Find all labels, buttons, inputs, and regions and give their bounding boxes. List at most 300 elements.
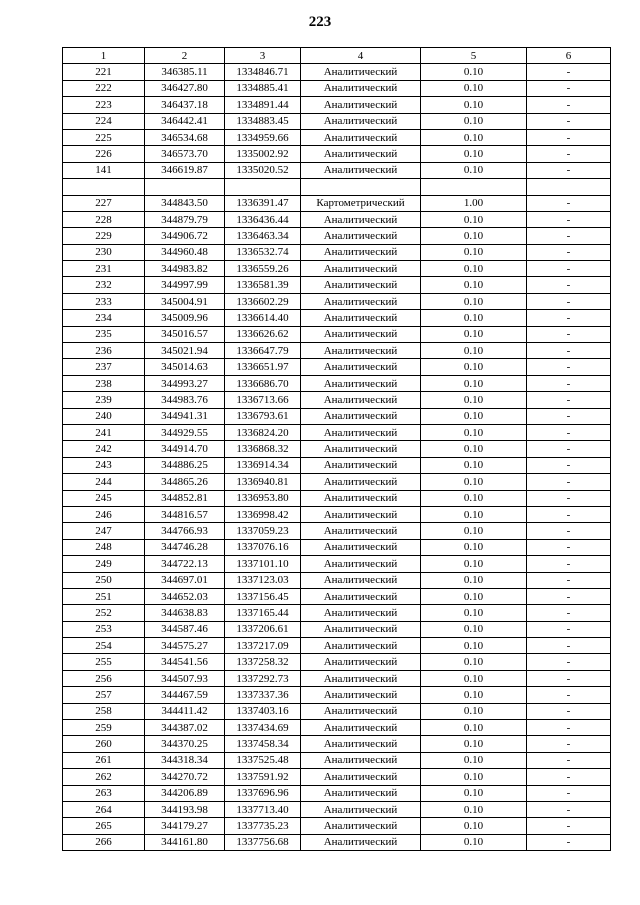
y-coordinate-cell: 1337735.23 (225, 818, 301, 834)
accuracy-cell: 0.10 (421, 293, 527, 309)
table-row (63, 506, 611, 522)
note-cell: - (527, 97, 611, 113)
table-row (63, 80, 611, 96)
point-number-cell: 259 (63, 720, 145, 736)
method-cell: Аналитический (301, 769, 421, 785)
accuracy-cell: 0.10 (421, 80, 527, 96)
accuracy-cell: 0.10 (421, 64, 527, 80)
point-number-cell: 223 (63, 97, 145, 113)
accuracy-cell: 0.10 (421, 703, 527, 719)
accuracy-cell: 0.10 (421, 638, 527, 654)
method-cell: Аналитический (301, 375, 421, 391)
method-cell: Аналитический (301, 228, 421, 244)
point-number-cell: 228 (63, 211, 145, 227)
table-row (63, 277, 611, 293)
note-cell: - (527, 588, 611, 604)
y-coordinate-cell: 1337123.03 (225, 572, 301, 588)
x-coordinate-cell: 344587.46 (145, 621, 225, 637)
point-number-cell (63, 179, 145, 195)
point-number-cell: 244 (63, 474, 145, 490)
x-coordinate-cell: 346619.87 (145, 162, 225, 178)
coordinates-table (62, 47, 611, 851)
accuracy-cell: 0.10 (421, 539, 527, 555)
point-number-cell: 252 (63, 605, 145, 621)
method-cell: Аналитический (301, 818, 421, 834)
y-coordinate-cell: 1336868.32 (225, 441, 301, 457)
method-cell: Аналитический (301, 621, 421, 637)
accuracy-cell: 0.10 (421, 506, 527, 522)
accuracy-cell: 0.10 (421, 654, 527, 670)
accuracy-cell: 0.10 (421, 769, 527, 785)
y-coordinate-cell: 1337258.32 (225, 654, 301, 670)
method-cell: Аналитический (301, 441, 421, 457)
note-cell: - (527, 769, 611, 785)
method-cell: Аналитический (301, 720, 421, 736)
y-coordinate-cell: 1337756.68 (225, 834, 301, 850)
method-cell: Аналитический (301, 64, 421, 80)
y-coordinate-cell: 1337206.61 (225, 621, 301, 637)
accuracy-cell: 0.10 (421, 588, 527, 604)
y-coordinate-cell: 1336686.70 (225, 375, 301, 391)
table-header-row (63, 48, 611, 64)
y-coordinate-cell: 1336651.97 (225, 359, 301, 375)
point-number-cell: 233 (63, 293, 145, 309)
y-coordinate-cell: 1334959.66 (225, 129, 301, 145)
accuracy-cell: 0.10 (421, 556, 527, 572)
table-row (63, 834, 611, 850)
x-coordinate-cell: 345021.94 (145, 343, 225, 359)
accuracy-cell: 0.10 (421, 752, 527, 768)
note-cell: - (527, 195, 611, 211)
method-cell: Аналитический (301, 572, 421, 588)
x-coordinate-cell: 346534.68 (145, 129, 225, 145)
point-number-cell: 258 (63, 703, 145, 719)
note-cell: - (527, 572, 611, 588)
point-number-cell: 254 (63, 638, 145, 654)
y-coordinate-cell: 1336614.40 (225, 310, 301, 326)
x-coordinate-cell (145, 179, 225, 195)
x-coordinate-cell: 344638.83 (145, 605, 225, 621)
table-row (63, 687, 611, 703)
table-row (63, 97, 611, 113)
y-coordinate-cell: 1337337.36 (225, 687, 301, 703)
point-number-cell: 246 (63, 506, 145, 522)
note-cell: - (527, 801, 611, 817)
note-cell: - (527, 490, 611, 506)
accuracy-cell: 0.10 (421, 113, 527, 129)
note-cell: - (527, 654, 611, 670)
method-cell (301, 179, 421, 195)
point-number-cell: 229 (63, 228, 145, 244)
method-cell: Аналитический (301, 359, 421, 375)
column-header: 3 (225, 48, 301, 64)
point-number-cell: 224 (63, 113, 145, 129)
table-row (63, 408, 611, 424)
accuracy-cell: 0.10 (421, 523, 527, 539)
x-coordinate-cell: 344161.80 (145, 834, 225, 850)
note-cell: - (527, 818, 611, 834)
x-coordinate-cell: 345014.63 (145, 359, 225, 375)
y-coordinate-cell (225, 179, 301, 195)
note-cell: - (527, 703, 611, 719)
x-coordinate-cell: 344843.50 (145, 195, 225, 211)
accuracy-cell: 0.10 (421, 97, 527, 113)
point-number-cell: 237 (63, 359, 145, 375)
table-row (63, 293, 611, 309)
method-cell: Аналитический (301, 736, 421, 752)
x-coordinate-cell: 344865.26 (145, 474, 225, 490)
y-coordinate-cell: 1336626.62 (225, 326, 301, 342)
table-row (63, 244, 611, 260)
method-cell: Аналитический (301, 670, 421, 686)
accuracy-cell: 0.10 (421, 457, 527, 473)
point-number-cell: 245 (63, 490, 145, 506)
note-cell: - (527, 146, 611, 162)
x-coordinate-cell: 344467.59 (145, 687, 225, 703)
point-number-cell: 221 (63, 64, 145, 80)
note-cell: - (527, 293, 611, 309)
method-cell: Аналитический (301, 261, 421, 277)
note-cell: - (527, 720, 611, 736)
accuracy-cell: 0.10 (421, 474, 527, 490)
note-cell: - (527, 228, 611, 244)
method-cell: Аналитический (301, 801, 421, 817)
column-header: 6 (527, 48, 611, 64)
y-coordinate-cell: 1337591.92 (225, 769, 301, 785)
accuracy-cell: 1.00 (421, 195, 527, 211)
point-number-cell: 255 (63, 654, 145, 670)
x-coordinate-cell: 344318.34 (145, 752, 225, 768)
note-cell: - (527, 392, 611, 408)
accuracy-cell: 0.10 (421, 490, 527, 506)
y-coordinate-cell: 1336602.29 (225, 293, 301, 309)
point-number-cell: 241 (63, 424, 145, 440)
method-cell: Аналитический (301, 408, 421, 424)
point-number-cell: 253 (63, 621, 145, 637)
table-row (63, 195, 611, 211)
column-header: 2 (145, 48, 225, 64)
method-cell: Аналитический (301, 752, 421, 768)
x-coordinate-cell: 344929.55 (145, 424, 225, 440)
x-coordinate-cell: 344993.27 (145, 375, 225, 391)
accuracy-cell: 0.10 (421, 441, 527, 457)
point-number-cell: 239 (63, 392, 145, 408)
note-cell: - (527, 162, 611, 178)
accuracy-cell: 0.10 (421, 359, 527, 375)
x-coordinate-cell: 344411.42 (145, 703, 225, 719)
accuracy-cell: 0.10 (421, 801, 527, 817)
x-coordinate-cell: 344816.57 (145, 506, 225, 522)
point-number-cell: 232 (63, 277, 145, 293)
accuracy-cell: 0.10 (421, 408, 527, 424)
x-coordinate-cell: 344906.72 (145, 228, 225, 244)
table-row (63, 474, 611, 490)
method-cell: Аналитический (301, 654, 421, 670)
accuracy-cell: 0.10 (421, 326, 527, 342)
method-cell: Аналитический (301, 129, 421, 145)
method-cell: Аналитический (301, 146, 421, 162)
y-coordinate-cell: 1336581.39 (225, 277, 301, 293)
accuracy-cell: 0.10 (421, 343, 527, 359)
table-row (63, 375, 611, 391)
table-row (63, 113, 611, 129)
table-row (63, 211, 611, 227)
point-number-cell: 230 (63, 244, 145, 260)
y-coordinate-cell: 1336914.34 (225, 457, 301, 473)
point-number-cell: 222 (63, 80, 145, 96)
note-cell: - (527, 359, 611, 375)
page-number: 223 (308, 14, 332, 30)
note-cell: - (527, 736, 611, 752)
method-cell: Аналитический (301, 638, 421, 654)
x-coordinate-cell: 345004.91 (145, 293, 225, 309)
method-cell: Аналитический (301, 490, 421, 506)
note-cell: - (527, 834, 611, 850)
point-number-cell: 260 (63, 736, 145, 752)
note-cell: - (527, 310, 611, 326)
method-cell: Аналитический (301, 293, 421, 309)
table-row (63, 523, 611, 539)
point-number-cell: 262 (63, 769, 145, 785)
y-coordinate-cell: 1337525.48 (225, 752, 301, 768)
table-row (63, 654, 611, 670)
table-row (63, 769, 611, 785)
x-coordinate-cell: 344983.76 (145, 392, 225, 408)
method-cell: Аналитический (301, 113, 421, 129)
method-cell: Аналитический (301, 457, 421, 473)
accuracy-cell: 0.10 (421, 785, 527, 801)
x-coordinate-cell: 344914.70 (145, 441, 225, 457)
y-coordinate-cell: 1335020.52 (225, 162, 301, 178)
point-number-cell: 263 (63, 785, 145, 801)
x-coordinate-cell: 344941.31 (145, 408, 225, 424)
x-coordinate-cell: 344746.28 (145, 539, 225, 555)
x-coordinate-cell: 344507.93 (145, 670, 225, 686)
x-coordinate-cell: 344270.72 (145, 769, 225, 785)
point-number-cell: 236 (63, 343, 145, 359)
y-coordinate-cell: 1337217.09 (225, 638, 301, 654)
y-coordinate-cell: 1336793.61 (225, 408, 301, 424)
note-cell: - (527, 785, 611, 801)
table-row (63, 359, 611, 375)
method-cell: Аналитический (301, 588, 421, 604)
note-cell: - (527, 244, 611, 260)
point-number-cell: 231 (63, 261, 145, 277)
note-cell: - (527, 506, 611, 522)
method-cell: Аналитический (301, 162, 421, 178)
x-coordinate-cell: 344575.27 (145, 638, 225, 654)
x-coordinate-cell: 346427.80 (145, 80, 225, 96)
table-row (63, 261, 611, 277)
accuracy-cell: 0.10 (421, 392, 527, 408)
column-header: 1 (63, 48, 145, 64)
method-cell: Аналитический (301, 326, 421, 342)
x-coordinate-cell: 344879.79 (145, 211, 225, 227)
note-cell: - (527, 129, 611, 145)
y-coordinate-cell: 1337713.40 (225, 801, 301, 817)
note-cell: - (527, 113, 611, 129)
y-coordinate-cell: 1336391.47 (225, 195, 301, 211)
accuracy-cell: 0.10 (421, 228, 527, 244)
y-coordinate-cell: 1337434.69 (225, 720, 301, 736)
method-cell: Аналитический (301, 474, 421, 490)
y-coordinate-cell: 1336713.66 (225, 392, 301, 408)
accuracy-cell: 0.10 (421, 261, 527, 277)
accuracy-cell: 0.10 (421, 277, 527, 293)
accuracy-cell: 0.10 (421, 670, 527, 686)
table-row (63, 326, 611, 342)
note-cell: - (527, 687, 611, 703)
method-cell: Аналитический (301, 424, 421, 440)
point-number-cell: 251 (63, 588, 145, 604)
note-cell: - (527, 457, 611, 473)
note-cell: - (527, 523, 611, 539)
accuracy-cell: 0.10 (421, 146, 527, 162)
note-cell: - (527, 326, 611, 342)
x-coordinate-cell: 344997.99 (145, 277, 225, 293)
y-coordinate-cell: 1336824.20 (225, 424, 301, 440)
method-cell: Аналитический (301, 539, 421, 555)
x-coordinate-cell: 344722.13 (145, 556, 225, 572)
note-cell: - (527, 343, 611, 359)
table-row (63, 310, 611, 326)
method-cell: Аналитический (301, 343, 421, 359)
table-row (63, 736, 611, 752)
method-cell: Аналитический (301, 277, 421, 293)
note-cell: - (527, 277, 611, 293)
note-cell: - (527, 638, 611, 654)
y-coordinate-cell: 1334885.41 (225, 80, 301, 96)
table-row (63, 441, 611, 457)
x-coordinate-cell: 345009.96 (145, 310, 225, 326)
accuracy-cell: 0.10 (421, 605, 527, 621)
x-coordinate-cell: 346573.70 (145, 146, 225, 162)
table-row (63, 392, 611, 408)
point-number-cell: 264 (63, 801, 145, 817)
y-coordinate-cell: 1335002.92 (225, 146, 301, 162)
note-cell: - (527, 670, 611, 686)
note-cell (527, 179, 611, 195)
method-cell: Аналитический (301, 785, 421, 801)
x-coordinate-cell: 344983.82 (145, 261, 225, 277)
point-number-cell: 141 (63, 162, 145, 178)
x-coordinate-cell: 344960.48 (145, 244, 225, 260)
y-coordinate-cell: 1337165.44 (225, 605, 301, 621)
y-coordinate-cell: 1337292.73 (225, 670, 301, 686)
note-cell: - (527, 605, 611, 621)
y-coordinate-cell: 1336953.80 (225, 490, 301, 506)
table-row (63, 228, 611, 244)
accuracy-cell: 0.10 (421, 687, 527, 703)
table-row (63, 752, 611, 768)
note-cell: - (527, 474, 611, 490)
method-cell: Аналитический (301, 506, 421, 522)
method-cell: Аналитический (301, 687, 421, 703)
y-coordinate-cell: 1337458.34 (225, 736, 301, 752)
x-coordinate-cell: 344541.56 (145, 654, 225, 670)
accuracy-cell: 0.10 (421, 572, 527, 588)
point-number-cell: 234 (63, 310, 145, 326)
y-coordinate-cell: 1336436.44 (225, 211, 301, 227)
table-row (63, 785, 611, 801)
column-header: 4 (301, 48, 421, 64)
accuracy-cell: 0.10 (421, 736, 527, 752)
point-number-cell: 266 (63, 834, 145, 850)
accuracy-cell: 0.10 (421, 244, 527, 260)
y-coordinate-cell: 1337076.16 (225, 539, 301, 555)
table-row (63, 605, 611, 621)
accuracy-cell: 0.10 (421, 818, 527, 834)
table-row (63, 703, 611, 719)
table-row (63, 424, 611, 440)
accuracy-cell: 0.10 (421, 211, 527, 227)
note-cell: - (527, 80, 611, 96)
y-coordinate-cell: 1337156.45 (225, 588, 301, 604)
accuracy-cell: 0.10 (421, 720, 527, 736)
x-coordinate-cell: 344370.25 (145, 736, 225, 752)
x-coordinate-cell: 344387.02 (145, 720, 225, 736)
point-number-cell: 226 (63, 146, 145, 162)
note-cell: - (527, 539, 611, 555)
method-cell: Аналитический (301, 244, 421, 260)
method-cell: Аналитический (301, 834, 421, 850)
table-row (63, 162, 611, 178)
method-cell: Аналитический (301, 703, 421, 719)
y-coordinate-cell: 1334883.45 (225, 113, 301, 129)
y-coordinate-cell: 1336647.79 (225, 343, 301, 359)
table-row (63, 720, 611, 736)
accuracy-cell: 0.10 (421, 375, 527, 391)
y-coordinate-cell: 1334891.44 (225, 97, 301, 113)
note-cell: - (527, 752, 611, 768)
table-row (63, 670, 611, 686)
x-coordinate-cell: 344179.27 (145, 818, 225, 834)
table-row (63, 539, 611, 555)
method-cell: Аналитический (301, 605, 421, 621)
table-row (63, 179, 611, 195)
table-row (63, 556, 611, 572)
accuracy-cell: 0.10 (421, 310, 527, 326)
table-row (63, 801, 611, 817)
x-coordinate-cell: 344652.03 (145, 588, 225, 604)
x-coordinate-cell: 346442.41 (145, 113, 225, 129)
point-number-cell: 249 (63, 556, 145, 572)
note-cell: - (527, 408, 611, 424)
note-cell: - (527, 375, 611, 391)
point-number-cell: 257 (63, 687, 145, 703)
table-row (63, 490, 611, 506)
point-number-cell: 242 (63, 441, 145, 457)
y-coordinate-cell: 1336940.81 (225, 474, 301, 490)
y-coordinate-cell: 1334846.71 (225, 64, 301, 80)
point-number-cell: 265 (63, 818, 145, 834)
note-cell: - (527, 441, 611, 457)
accuracy-cell: 0.10 (421, 621, 527, 637)
method-cell: Картометрический (301, 195, 421, 211)
point-number-cell: 247 (63, 523, 145, 539)
method-cell: Аналитический (301, 97, 421, 113)
x-coordinate-cell: 344852.81 (145, 490, 225, 506)
method-cell: Аналитический (301, 80, 421, 96)
y-coordinate-cell: 1337403.16 (225, 703, 301, 719)
y-coordinate-cell: 1336559.26 (225, 261, 301, 277)
note-cell: - (527, 64, 611, 80)
x-coordinate-cell: 344766.93 (145, 523, 225, 539)
table-row (63, 64, 611, 80)
point-number-cell: 256 (63, 670, 145, 686)
note-cell: - (527, 424, 611, 440)
note-cell: - (527, 211, 611, 227)
